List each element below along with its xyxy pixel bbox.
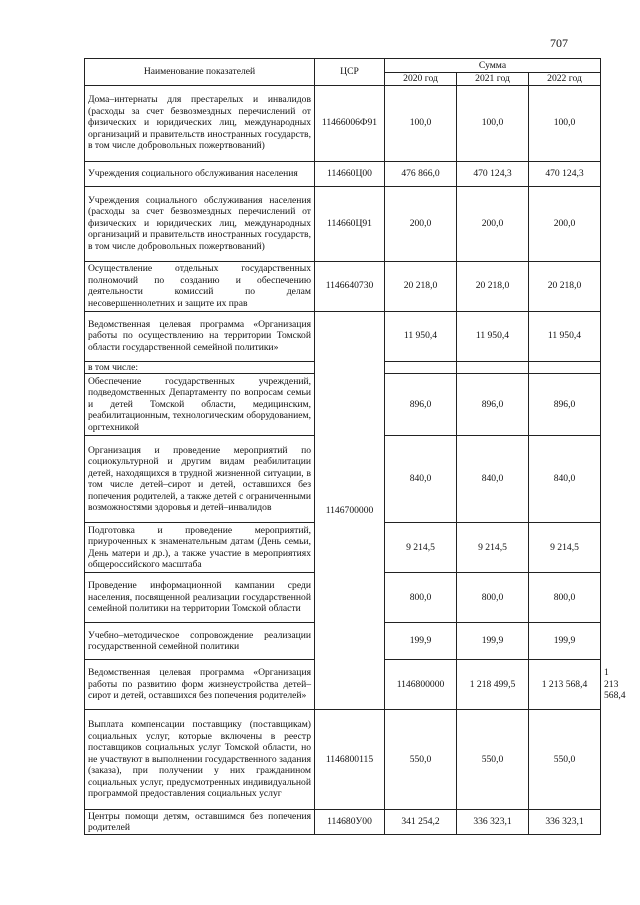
- row-value-2020: 840,0: [385, 436, 457, 523]
- row-value-2020: 199,9: [385, 623, 457, 660]
- table-row: [85, 810, 601, 835]
- row-value-2021: 1 213 568,4: [529, 660, 601, 710]
- row-value-2020: 100,0: [385, 85, 457, 161]
- row-name: Ведомственная целевая программа «Организация работы по осуществлению на территории Томской области государственной семейной политики»: [85, 311, 315, 361]
- page-number: 707: [550, 36, 568, 50]
- row-name: Проведение информационной кампании среди населения, посвященной реализации государственной семейной политики на территории Томской области: [85, 573, 315, 623]
- row-name: Учреждения социального обслуживания населения (расходы за счет безвозмездных перечислений от физических и юридических лиц, международных организаций и правительств иностранных государств, в том числе добровольных пожертвований): [85, 186, 315, 261]
- row-value-2022: 9 214,5: [529, 523, 601, 573]
- row-value-2022: 470 124,3: [529, 161, 601, 186]
- row-value-2020: 896,0: [385, 374, 457, 436]
- row-value-2020: 11 950,4: [385, 311, 457, 361]
- row-value-2021: 896,0: [457, 374, 529, 436]
- row-name: Подготовка и проведение мероприятий, приуроченных к знаменательным датам (День семьи, День матери и др.), а также участие в мероприятиях общероссийского масштаба: [85, 523, 315, 573]
- row-csr: 114660Ц91: [315, 186, 385, 261]
- row-name: Учреждения социального обслуживания населения: [85, 161, 315, 186]
- header-csr: ЦСР: [315, 59, 385, 86]
- row-value-2020: 20 218,0: [385, 261, 457, 311]
- table-row: [85, 186, 601, 261]
- row-value-2022: 550,0: [529, 710, 601, 810]
- table-row: [85, 85, 601, 161]
- row-csr: 1146640730: [315, 261, 385, 311]
- row-value-2020: 341 254,2: [385, 810, 457, 835]
- row-name: Дома–интернаты для престарелых и инвалидов (расходы за счет безвозмездных перечислений от физических и юридических лиц, международных организаций и правительств иностранных государств, в том числе добровольных пожертвований): [85, 85, 315, 161]
- row-name: Учебно–методическое сопровождение реализации государственной семейной политики: [85, 623, 315, 660]
- row-value-2021: 470 124,3: [457, 161, 529, 186]
- row-value-2020: 200,0: [385, 186, 457, 261]
- row-value-2022: 800,0: [529, 573, 601, 623]
- row-csr: 1146800115: [315, 710, 385, 810]
- row-value-2021: 550,0: [457, 710, 529, 810]
- row-name: Ведомственная целевая программа «Организация работы по развитию форм жизнеустройства детей–сирот и детей, оставшихся без попечения родителей»: [85, 660, 315, 710]
- header-year-2022: 2022 год: [529, 73, 601, 86]
- table-row: [85, 161, 601, 186]
- row-csr: 114660Ц00: [315, 161, 385, 186]
- row-value-2022: 199,9: [529, 623, 601, 660]
- row-value-2021: 336 323,1: [457, 810, 529, 835]
- header-year-2020: 2020 год: [385, 73, 457, 86]
- header-name: Наименование показателей: [85, 59, 315, 86]
- row-value-2021: 11 950,4: [457, 311, 529, 361]
- row-name: Центры помощи детям, оставшимся без попечения родителей: [85, 810, 315, 835]
- row-value-2022: 200,0: [529, 186, 601, 261]
- budget-table: [84, 58, 626, 835]
- row-value-2022: 840,0: [529, 436, 601, 523]
- row-name: Организация и проведение мероприятий по социокультурной и другим видам реабилитации детей, находящихся в трудной жизненной ситуации, в том числе детей–сирот и детей, оставшихся без попечения родителей, а также детей с ограниченными возможностями здоровья и детей–инвалидов: [85, 436, 315, 523]
- row-name: Осуществление отдельных государственных полномочий по созданию и обеспечению деятельности комиссий по делам несовершеннолетних и защите их прав: [85, 261, 315, 311]
- row-name: Выплата компенсации поставщику (поставщикам) социальных услуг, которые включены в реестр поставщиков социальных услуг Томской области, но не участвуют в выполнении государственного задания (заказа), при получении у них гражданином социальных услуг, предусмотренных индивидуальной программой предоставления социальных услуг: [85, 710, 315, 810]
- row-value-2022: 100,0: [529, 85, 601, 161]
- row-csr: 114680У00: [315, 810, 385, 835]
- header-sum: Сумма: [385, 59, 601, 73]
- row-csr: 11466006Ф91: [315, 85, 385, 161]
- row-value-2020: 800,0: [385, 573, 457, 623]
- row-csr: 1146800000: [385, 660, 457, 710]
- row-value-2022: 336 323,1: [529, 810, 601, 835]
- row-value-2022: 896,0: [529, 374, 601, 436]
- row-value-2020: 550,0: [385, 710, 457, 810]
- row-value-2022: 20 218,0: [529, 261, 601, 311]
- table-row: [85, 261, 601, 311]
- row-name: в том числе:: [85, 361, 315, 374]
- row-value-2022: 11 950,4: [529, 311, 601, 361]
- row-value-2021: 840,0: [457, 436, 529, 523]
- row-value-2020: 9 214,5: [385, 523, 457, 573]
- row-csr-merged: 1146700000: [315, 311, 385, 710]
- row-value-2021: 800,0: [457, 573, 529, 623]
- row-value-2021: 9 214,5: [457, 523, 529, 573]
- table-row: [85, 311, 601, 361]
- row-value-2021: 20 218,0: [457, 261, 529, 311]
- table-row: [85, 710, 601, 810]
- row-name: Обеспечение государственных учреждений, подведомственных Департаменту по вопросам семьи и детей Томской области, медицинским, реабилитационным, технологическим оборудованием, оргтехникой: [85, 374, 315, 436]
- row-value-2021: 199,9: [457, 623, 529, 660]
- row-value-2020: 1 218 499,5: [457, 660, 529, 710]
- table-row: Ведомственная целевая программа «Организация работы по развитию форм жизнеустройства детей–сирот и детей, оставшихся без попечения родителей» 1146800000 1 218 499,5 1 213 568,4 1 213 568,4: [85, 660, 601, 710]
- header-year-2021: 2021 год: [457, 73, 529, 86]
- row-value-2021: 100,0: [457, 85, 529, 161]
- row-value-2021: 200,0: [457, 186, 529, 261]
- row-value-2020: 476 866,0: [385, 161, 457, 186]
